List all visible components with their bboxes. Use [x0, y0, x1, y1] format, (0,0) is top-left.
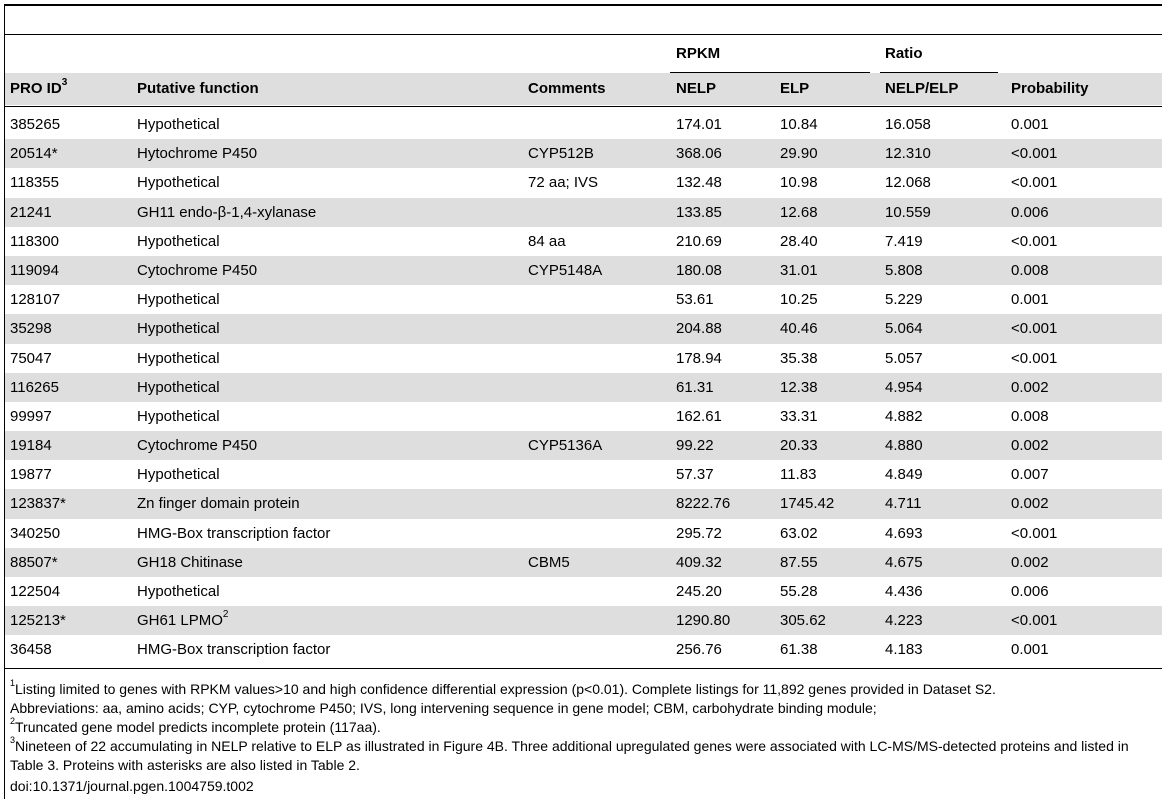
cell-function: Hypothetical	[137, 174, 220, 192]
cell-comments: CYP512B	[528, 145, 594, 163]
table-row	[5, 373, 1162, 402]
table-row	[5, 256, 1162, 285]
cell-ratio: 5.064	[885, 320, 923, 338]
table-row	[5, 431, 1162, 460]
footnote-marker: 2	[222, 609, 229, 621]
cell-function: GH61 LPMO$^2$	[137, 609, 229, 630]
cell-comments: CBM5	[528, 553, 570, 571]
cell-ratio: 7.419	[885, 232, 923, 250]
cell-pro-id: 118355	[10, 174, 59, 192]
cell-probability: 0.006	[1011, 583, 1049, 600]
rpkm-group-header: RPKM	[676, 45, 721, 62]
column-header-ratio: NELP/ELP	[885, 80, 959, 97]
cell-pro-id: 20514*	[10, 145, 58, 163]
cell-nelp: 1290.80	[676, 612, 731, 630]
cell-nelp: 409.32	[676, 553, 722, 571]
cell-elp: 61.38	[780, 641, 818, 659]
cell-nelp: 133.85	[676, 203, 722, 221]
cell-elp: 12.38	[780, 378, 818, 396]
cell-probability: 0.002	[1011, 437, 1049, 455]
cell-nelp: 61.31	[676, 378, 714, 396]
cell-pro-id: 99997	[10, 407, 52, 425]
cell-function: Hypothetical	[137, 378, 220, 396]
cell-function: HMG-Box transcription factor	[137, 641, 331, 659]
cell-probability: 0.002	[1011, 495, 1049, 513]
cell-function: Hypothetical	[137, 291, 220, 309]
cell-ratio: 4.693	[885, 524, 923, 542]
cell-ratio: 4.954	[885, 378, 923, 396]
cell-ratio: 4.223	[885, 612, 923, 630]
cell-nelp: 8222.76	[676, 495, 731, 513]
cell-elp: 1745.42	[780, 495, 835, 513]
cell-elp: 305.62	[780, 612, 826, 630]
cell-function: GH11 endo-β-1,4-xylanase	[137, 203, 317, 221]
cell-nelp: 178.94	[676, 349, 722, 367]
cell-function: Hypothetical	[137, 466, 220, 484]
table-row	[5, 577, 1162, 606]
cell-probability: 0.006	[1011, 203, 1049, 221]
cell-ratio: 4.849	[885, 466, 923, 484]
cell-probability: 0.002	[1011, 378, 1049, 396]
cell-elp: 63.02	[780, 524, 818, 542]
cell-nelp: 132.48	[676, 174, 722, 192]
cell-ratio: 10.559	[885, 203, 931, 221]
column-header-pro-id: PRO $ID^3$	[10, 77, 68, 97]
table-row	[5, 168, 1162, 197]
footnotes	[10, 680, 1160, 775]
cell-nelp: 180.08	[676, 261, 722, 279]
table-row	[5, 227, 1162, 256]
cell-probability: 0.001	[1011, 291, 1049, 309]
cell-probability: 0.002	[1011, 553, 1049, 571]
cell-probability: <0.001	[1011, 320, 1058, 338]
cell-pro-id: 385265	[10, 116, 61, 133]
cell-elp: 33.31	[780, 407, 818, 425]
table-row	[5, 402, 1162, 431]
cell-probability: <0.001	[1011, 174, 1058, 192]
cell-pro-id: 119094	[10, 261, 59, 279]
footnote-1: $^1$Listing limited to genes with RPKM values>10 and high confidence differential expression (p<0.01). Complete listings for 11,892 genes provided in Dataset S2.	[10, 678, 996, 697]
cell-elp: 10.84	[780, 116, 818, 133]
cell-nelp: 245.20	[676, 583, 722, 600]
cell-elp: 29.90	[780, 145, 818, 163]
cell-probability: <0.001	[1011, 349, 1058, 367]
cell-function: Hypothetical	[137, 232, 220, 250]
header-rule	[4, 106, 1162, 107]
cell-nelp: 174.01	[676, 116, 722, 133]
table-row	[5, 460, 1162, 489]
cell-elp: 10.98	[780, 174, 818, 192]
table-body	[5, 110, 1162, 665]
cell-nelp: 210.69	[676, 232, 722, 250]
cell-function: Hypothetical	[137, 320, 220, 338]
table-row	[5, 285, 1162, 314]
cell-pro-id: 19877	[10, 466, 52, 484]
cell-function: GH18 Chitinase	[137, 553, 243, 571]
cell-ratio: 4.882	[885, 407, 923, 425]
doi: doi:10.1371/journal.pgen.1004759.t002	[10, 778, 254, 794]
footnote-abbreviations: Abbreviations: aa, amino acids; CYP, cytochrome P450; IVS, long intervening sequence in gene model; CBM, carbohydrate binding module;	[10, 700, 877, 716]
bottom-rule	[4, 668, 1162, 669]
cell-nelp: 99.22	[676, 437, 714, 455]
cell-nelp: 295.72	[676, 524, 722, 542]
cell-function: Cytochrome P450	[137, 437, 258, 455]
cell-elp: 35.38	[780, 349, 818, 367]
cell-ratio: 4.880	[885, 437, 923, 455]
table-row	[5, 314, 1162, 343]
cell-pro-id: 125213*	[10, 612, 66, 630]
cell-function: Hypothetical	[137, 116, 220, 133]
cell-comments: 84 aa	[528, 232, 566, 250]
table-row	[5, 606, 1162, 635]
cell-ratio: 4.436	[885, 583, 923, 600]
cell-probability: 0.008	[1011, 261, 1049, 279]
cell-elp: 31.01	[780, 261, 818, 279]
table-row	[5, 548, 1162, 577]
cell-pro-id: 36458	[10, 641, 52, 659]
cell-ratio: 12.068	[885, 174, 931, 192]
cell-pro-id: 123837*	[10, 495, 66, 513]
cell-elp: 40.46	[780, 320, 818, 338]
cell-pro-id: 35298	[10, 320, 52, 338]
cell-function: Hypothetical	[137, 349, 220, 367]
table-row	[5, 344, 1162, 373]
cell-nelp: 162.61	[676, 407, 722, 425]
cell-nelp: 53.61	[676, 291, 714, 309]
cell-function: Hypothetical	[137, 407, 220, 425]
cell-comments: CYP5148A	[528, 261, 603, 279]
cell-pro-id: 128107	[10, 291, 61, 309]
cell-pro-id: 340250	[10, 524, 61, 542]
cell-ratio: 4.675	[885, 553, 923, 571]
cell-comments: 72 aa; IVS	[528, 174, 599, 192]
cell-pro-id: 88507*	[10, 553, 58, 571]
cell-probability: <0.001	[1011, 612, 1058, 630]
cell-function: Cytochrome P450	[137, 261, 258, 279]
table-row	[5, 110, 1162, 139]
cell-pro-id: 19184	[10, 437, 52, 455]
cell-function: Zn finger domain protein	[137, 495, 300, 513]
cell-probability: 0.007	[1011, 466, 1049, 484]
cell-ratio: 12.310	[885, 145, 931, 163]
top-rule	[4, 34, 1162, 35]
cell-pro-id: 116265	[10, 378, 59, 396]
table-row	[5, 635, 1162, 664]
cell-ratio: 4.183	[885, 641, 923, 659]
table-row	[5, 198, 1162, 227]
column-header-probability: Probability	[1011, 80, 1089, 97]
cell-probability: 0.001	[1011, 116, 1049, 133]
cell-nelp: 57.37	[676, 466, 714, 484]
footnote-3: $^3$Nineteen of 22 accumulating in NELP relative to ELP as illustrated in Figure 4B. Three additional upregulated genes were associated with LC-MS/MS-detected proteins and listed in Table 3. Proteins with asterisks are also listed in Table 2.	[10, 735, 1129, 773]
cell-function: HMG-Box transcription factor	[137, 524, 331, 542]
cell-probability: 0.001	[1011, 641, 1049, 659]
table-row	[5, 489, 1162, 518]
cell-elp: 55.28	[780, 583, 818, 600]
cell-probability: <0.001	[1011, 145, 1058, 163]
cell-pro-id: 75047	[10, 349, 52, 367]
cell-function: Hypothetical	[137, 583, 220, 600]
cell-pro-id: 122504	[10, 583, 61, 600]
footnote-2: $^2$Truncated gene model predicts incomplete protein (117aa).	[10, 716, 381, 735]
table-row	[5, 139, 1162, 168]
cell-function: Hytochrome P450	[137, 145, 258, 163]
cell-probability: <0.001	[1011, 232, 1058, 250]
column-header-function: Putative function	[137, 80, 259, 97]
cell-probability: 0.008	[1011, 407, 1049, 425]
cell-elp: 11.83	[780, 466, 817, 484]
cell-elp: 28.40	[780, 232, 818, 250]
cell-pro-id: 118300	[10, 232, 59, 250]
cell-nelp: 368.06	[676, 145, 722, 163]
cell-probability: <0.001	[1011, 524, 1058, 542]
column-header-nelp: NELP	[676, 80, 717, 97]
cell-ratio: 16.058	[885, 116, 931, 133]
table-row	[5, 519, 1162, 548]
cell-ratio: 5.229	[885, 291, 923, 309]
column-header-elp: ELP	[780, 80, 810, 97]
cell-comments: CYP5136A	[528, 437, 603, 455]
cell-ratio: 5.057	[885, 349, 923, 367]
cell-nelp: 256.76	[676, 641, 722, 659]
cell-elp: 12.68	[780, 203, 818, 221]
cell-elp: 10.25	[780, 291, 818, 309]
cell-ratio: 4.711	[885, 495, 922, 513]
cell-elp: 20.33	[780, 437, 818, 455]
cell-pro-id: 21241	[10, 203, 52, 221]
cell-elp: 87.55	[780, 553, 818, 571]
ratio-group-header: Ratio	[885, 45, 923, 62]
column-header-comments: Comments	[528, 80, 606, 97]
cell-nelp: 204.88	[676, 320, 722, 338]
cell-ratio: 5.808	[885, 261, 923, 279]
